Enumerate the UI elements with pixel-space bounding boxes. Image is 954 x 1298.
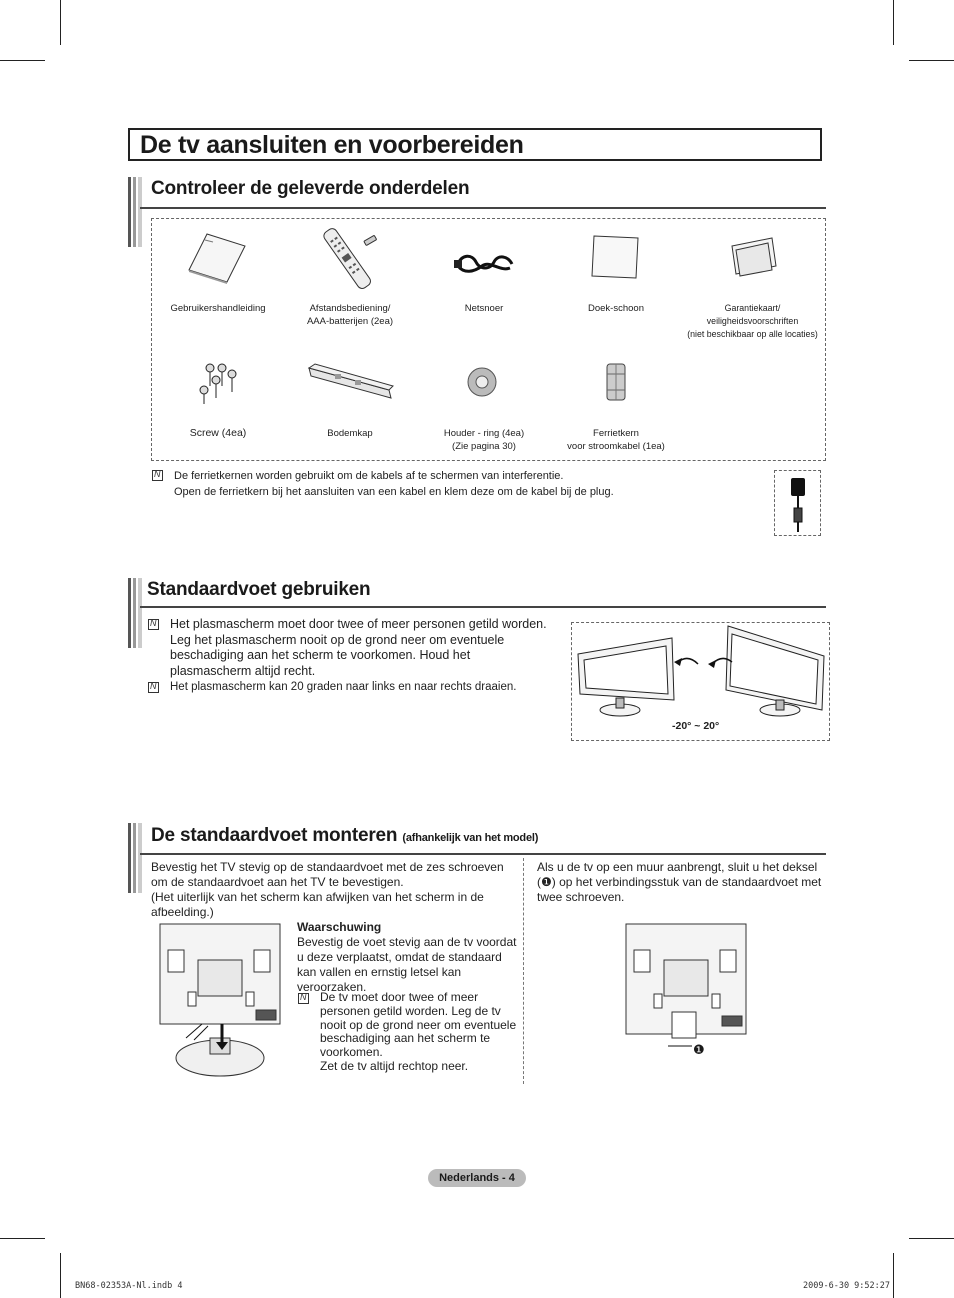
item-label: Gebruikershandleiding [170, 303, 266, 314]
section-title-main: De standaardvoet monteren [151, 825, 398, 846]
crop-mark [909, 1238, 954, 1239]
section-rule [140, 207, 826, 209]
power-cord-icon [452, 250, 516, 276]
note-line: De ferrietkernen worden gebruikt om de kabels af te schermen van interferentie. [174, 470, 564, 482]
wall-mount-instructions: Als u de tv op een muur aanbrengt, sluit u het deksel (❶) op het verbindingsstuk van de standaardvoet met twee schroeven. [537, 860, 822, 904]
warning-text: Bevestig de voet stevig aan de tv voordat u deze verplaatst, omdat de standaard kan vallen en ernstig letsel kan veroorzaken. [297, 935, 517, 994]
item-label: Screw (4ea) [189, 427, 247, 439]
item-label: Houder - ring (4ea) (Zie pagina 30) [443, 428, 525, 452]
section-rule [140, 606, 826, 608]
section-marker [128, 578, 142, 648]
cleaning-cloth-icon [590, 234, 642, 280]
warning-note: De tv moet door twee of meer personen getild worden. Leg de tv nooit op de grond neer om eventuele beschadiging aan het scherm te voorkomen. Zet de tv altijd rechtop neer. [320, 990, 517, 1073]
item-label: Ferrietkern voor stroomkabel (1ea) [567, 428, 665, 452]
section-title-stand: Standaardvoet gebruiken [147, 579, 371, 600]
note-icon [152, 470, 163, 481]
footer-timestamp: 2009-6-30 9:52:27 [803, 1281, 890, 1291]
angle-label: -20° ~ 20° [672, 720, 720, 732]
footer-file-info: BN68-02353A-Nl.indb 4 [75, 1281, 183, 1291]
section-title-suffix: (afhankelijk van het model) [402, 832, 539, 844]
section-title-mount [151, 825, 538, 847]
tv-back-stand-illustration [158, 920, 284, 1080]
crop-mark [893, 1253, 894, 1298]
remote-control-icon [318, 228, 388, 288]
item-label: Bodemkap [327, 428, 373, 439]
bottom-cover-icon [305, 362, 395, 402]
ferrite-plug-icon [785, 474, 811, 534]
page-number-badge: Nederlands - 4 [428, 1169, 526, 1187]
warning-title: Waarschuwing [297, 920, 382, 934]
section-marker [128, 823, 142, 893]
column-divider [523, 858, 524, 1084]
note-text [174, 468, 764, 500]
item-label: Doek-schoon [588, 303, 644, 314]
tv-swivel-illustration [574, 624, 828, 720]
ferrite-core-icon [603, 362, 629, 402]
holder-ring-icon [466, 366, 498, 398]
crop-mark [60, 0, 61, 45]
crop-mark [60, 1253, 61, 1298]
crop-mark [893, 0, 894, 45]
note-line: Open de ferrietkern bij het aansluiten van een kabel en klem deze om de kabel bij de plug. [174, 486, 614, 498]
note-icon [148, 682, 159, 693]
tv-back-cover-illustration [624, 920, 750, 1064]
item-label: Afstandsbediening/ AAA-batterijen (2ea) [306, 303, 394, 327]
manual-icon [185, 232, 250, 284]
item-label: Garantiekaart/ veiligheidsvoorschriften (niet beschikbaar op alle locaties) [687, 303, 818, 339]
note-icon [148, 619, 159, 630]
crop-mark [0, 1238, 45, 1239]
screws-icon [192, 360, 244, 406]
section-title-parts: Controleer de geleverde onderdelen [151, 178, 470, 199]
section-rule [140, 853, 826, 855]
crop-mark [0, 60, 45, 61]
item-label: Netsnoer [464, 303, 504, 314]
callout-number: ❶ [693, 1042, 705, 1057]
crop-mark [909, 60, 954, 61]
stand-note-1: Het plasmascherm moet door twee of meer personen getild worden. Leg het plasmascherm nooit op de grond neer om eventuele beschadiging aan het scherm te voorkomen. Houd het plasmascherm altijd recht. [170, 617, 547, 678]
warning-block [297, 920, 519, 995]
stand-note-2: Het plasmascherm kan 20 graden naar links en naar rechts draaien. [170, 681, 517, 693]
note-icon [298, 993, 309, 1004]
warranty-card-icon [728, 236, 780, 278]
section-marker [128, 177, 142, 247]
page-title: De tv aansluiten en voorbereiden [128, 128, 822, 161]
mount-instructions: Bevestig het TV stevig op de standaardvoet met de zes schroeven om de standaardvoet aan het TV te bevestigen. (Het uiterlijk van het scherm kan afwijken van het scherm in de afbeelding.) [151, 860, 504, 919]
